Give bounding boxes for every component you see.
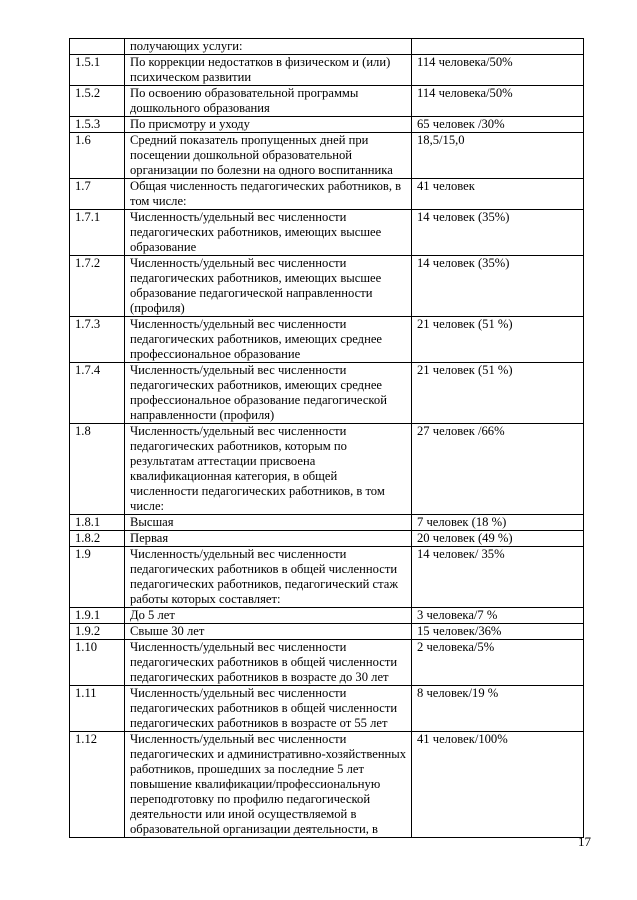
row-value-cell: 114 человека/50%: [412, 86, 584, 117]
page-number: 17: [578, 834, 591, 849]
row-number-cell: 1.7.1: [70, 210, 125, 256]
row-value-cell: 15 человек/36%: [412, 624, 584, 640]
row-value-cell: 14 человек (35%): [412, 256, 584, 317]
row-number-cell: 1.7.4: [70, 363, 125, 424]
table-row: [70, 210, 584, 256]
table-row: [70, 732, 584, 838]
row-number-cell: 1.10: [70, 640, 125, 686]
table-row: [70, 547, 584, 608]
row-description-cell: Численность/удельный вес численности педагогических работников, имеющих среднее профессиональное образование: [125, 317, 412, 363]
row-description-cell: По коррекции недостатков в физическом и (или) психическом развитии: [125, 55, 412, 86]
table-row: [70, 363, 584, 424]
row-description-cell: Численность/удельный вес численности педагогических работников, которым по результатам аттестации присвоена квалификационная категория, в общей численности педагогических работников, в том числе:: [125, 424, 412, 515]
row-description-cell: Первая: [125, 531, 412, 547]
row-description-cell: Численность/удельный вес численности педагогических работников в общей численности педагогических работников в возрасте до 30 лет: [125, 640, 412, 686]
row-description-cell: Численность/удельный вес численности педагогических работников, имеющих высшее образование: [125, 210, 412, 256]
row-value-cell: 8 человек/19 %: [412, 686, 584, 732]
row-number-cell: 1.7.2: [70, 256, 125, 317]
row-value-cell: 41 человек/100%: [412, 732, 584, 838]
table-row: [70, 133, 584, 179]
row-value-cell: 14 человек (35%): [412, 210, 584, 256]
table-row: [70, 515, 584, 531]
row-number-cell: 1.8: [70, 424, 125, 515]
table-row: [70, 117, 584, 133]
row-value-cell: 41 человек: [412, 179, 584, 210]
row-description-cell: Численность/удельный вес численности педагогических работников, имеющих высшее образование педагогической направленности (профиля): [125, 256, 412, 317]
row-number-cell: 1.8.2: [70, 531, 125, 547]
row-number-cell: 1.5.2: [70, 86, 125, 117]
row-description-cell: Высшая: [125, 515, 412, 531]
table-row: [70, 86, 584, 117]
row-value-cell: 65 человек /30%: [412, 117, 584, 133]
row-value-cell: 114 человека/50%: [412, 55, 584, 86]
row-description-cell: Средний показатель пропущенных дней при посещении дошкольной образовательной организации по болезни на одного воспитанника: [125, 133, 412, 179]
row-description-cell: До 5 лет: [125, 608, 412, 624]
table-row: [70, 531, 584, 547]
row-description-cell: Численность/удельный вес численности педагогических работников в общей численности педагогических работников в возрасте от 55 лет: [125, 686, 412, 732]
row-description-cell: По освоению образовательной программы дошкольного образования: [125, 86, 412, 117]
table-row: [70, 179, 584, 210]
row-description-cell: Численность/удельный вес численности педагогических работников, имеющих среднее профессиональное образование педагогической направленности (профиля): [125, 363, 412, 424]
row-value-cell: 27 человек /66%: [412, 424, 584, 515]
row-description-cell: Численность/удельный вес численности педагогических и административно-хозяйственных работников, прошедших за последние 5 лет повышение квалификации/профессиональную переподготовку по профилю педагогической деятельности или иной осуществляемой в образовательной организации деятельности, в: [125, 732, 412, 838]
row-description-cell: получающих услуги:: [125, 39, 412, 55]
row-value-cell: [412, 39, 584, 55]
indicators-table-body: [70, 39, 584, 838]
table-row: [70, 256, 584, 317]
row-number-cell: 1.9: [70, 547, 125, 608]
indicators-table: [69, 38, 584, 838]
row-value-cell: 21 человек (51 %): [412, 317, 584, 363]
row-value-cell: 2 человека/5%: [412, 640, 584, 686]
row-number-cell: 1.8.1: [70, 515, 125, 531]
table-row: [70, 55, 584, 86]
row-value-cell: 21 человек (51 %): [412, 363, 584, 424]
table-row: [70, 39, 584, 55]
row-number-cell: [70, 39, 125, 55]
row-number-cell: 1.9.1: [70, 608, 125, 624]
row-number-cell: 1.5.1: [70, 55, 125, 86]
row-value-cell: 20 человек (49 %): [412, 531, 584, 547]
row-number-cell: 1.11: [70, 686, 125, 732]
row-description-cell: Общая численность педагогических работников, в том числе:: [125, 179, 412, 210]
row-number-cell: 1.6: [70, 133, 125, 179]
row-description-cell: Свыше 30 лет: [125, 624, 412, 640]
table-row: [70, 624, 584, 640]
row-description-cell: По присмотру и уходу: [125, 117, 412, 133]
row-description-cell: Численность/удельный вес численности педагогических работников в общей численности педагогических работников, педагогический стаж работы которых составляет:: [125, 547, 412, 608]
table-row: [70, 317, 584, 363]
document-page: [69, 38, 583, 838]
row-value-cell: 14 человек/ 35%: [412, 547, 584, 608]
row-number-cell: 1.7.3: [70, 317, 125, 363]
table-row: [70, 608, 584, 624]
row-value-cell: 7 человек (18 %): [412, 515, 584, 531]
table-row: [70, 424, 584, 515]
table-row: [70, 640, 584, 686]
row-number-cell: 1.9.2: [70, 624, 125, 640]
row-number-cell: 1.5.3: [70, 117, 125, 133]
table-row: [70, 686, 584, 732]
row-value-cell: 3 человека/7 %: [412, 608, 584, 624]
row-number-cell: 1.12: [70, 732, 125, 838]
row-value-cell: 18,5/15,0: [412, 133, 584, 179]
row-number-cell: 1.7: [70, 179, 125, 210]
